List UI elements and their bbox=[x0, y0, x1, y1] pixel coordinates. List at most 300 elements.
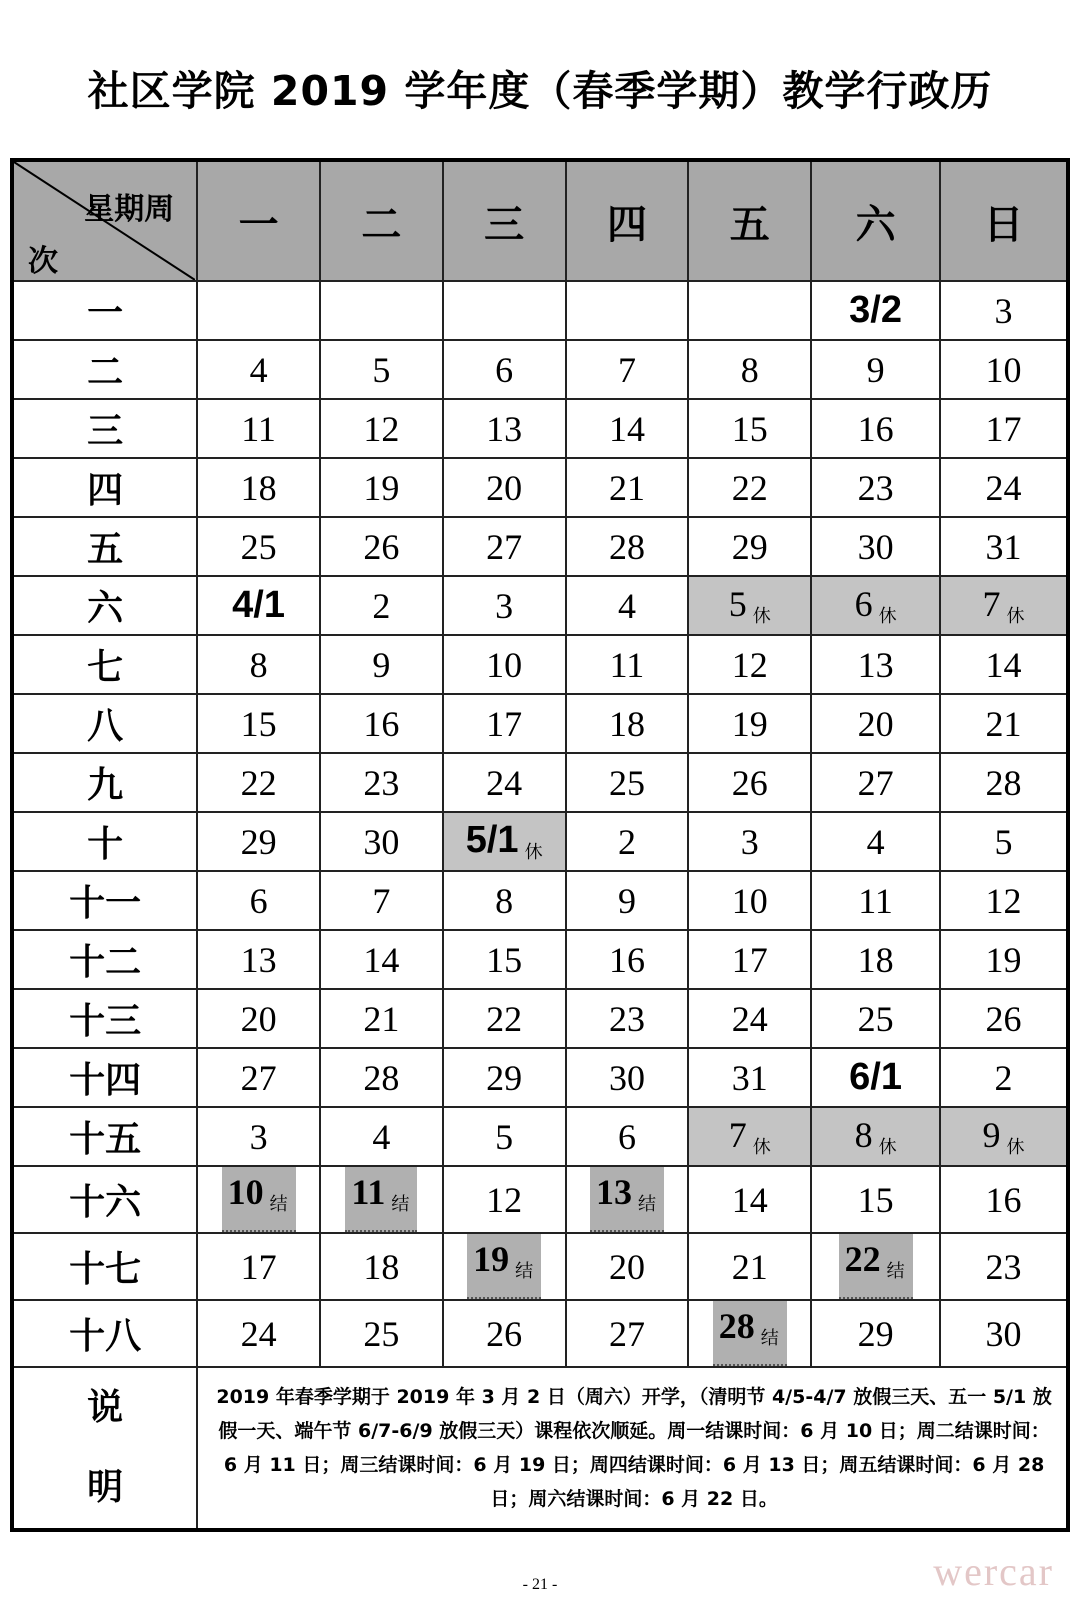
day-cell bbox=[443, 1300, 566, 1367]
day-cell bbox=[940, 517, 1068, 576]
day-number: 5 bbox=[372, 349, 391, 390]
day-number: 7 bbox=[728, 1115, 747, 1155]
day-number: 4 bbox=[249, 349, 268, 390]
day-cell bbox=[197, 753, 320, 812]
week-number: 十六 bbox=[12, 1166, 197, 1233]
day-cell-holiday bbox=[811, 576, 940, 635]
day-number: 29 bbox=[486, 1057, 523, 1098]
header-day-tue: 二 bbox=[320, 160, 443, 281]
header-day-wed: 三 bbox=[443, 160, 566, 281]
day-number: 10 bbox=[227, 1172, 264, 1212]
day-cell-course-end bbox=[443, 1233, 566, 1300]
day-cell bbox=[940, 340, 1068, 399]
day-cell bbox=[688, 517, 811, 576]
day-cell bbox=[566, 458, 689, 517]
day-cell bbox=[197, 989, 320, 1048]
holiday-mark: 休 bbox=[752, 1137, 771, 1158]
day-cell bbox=[811, 1166, 940, 1233]
day-cell bbox=[197, 517, 320, 576]
holiday-mark: 休 bbox=[1006, 1137, 1025, 1158]
day-cell bbox=[940, 1048, 1068, 1107]
day-number: 26 bbox=[486, 1313, 523, 1354]
day-number: 30 bbox=[608, 1057, 645, 1098]
day-cell bbox=[940, 753, 1068, 812]
day-number: 23 bbox=[985, 1246, 1022, 1287]
week-row bbox=[12, 1048, 1068, 1107]
day-number: 8 bbox=[740, 349, 759, 390]
day-cell bbox=[811, 281, 940, 340]
day-number: 15 bbox=[731, 408, 768, 449]
day-number: 4 bbox=[866, 821, 885, 862]
week-row bbox=[12, 1233, 1068, 1300]
day-number: 4 bbox=[617, 585, 636, 626]
week-number: 八 bbox=[12, 694, 197, 753]
week-row bbox=[12, 753, 1068, 812]
day-number: 8 bbox=[249, 644, 268, 685]
day-cell bbox=[443, 753, 566, 812]
day-number: 3 bbox=[249, 1116, 268, 1157]
day-cell bbox=[320, 989, 443, 1048]
day-cell bbox=[811, 694, 940, 753]
end-mark: 结 bbox=[886, 1261, 905, 1282]
header-day-sat: 六 bbox=[811, 160, 940, 281]
day-cell bbox=[688, 1166, 811, 1233]
day-cell bbox=[197, 399, 320, 458]
day-number: 13 bbox=[240, 939, 277, 980]
day-number: 15 bbox=[240, 703, 277, 744]
day-number: 2 bbox=[994, 1057, 1013, 1098]
day-cell bbox=[940, 1166, 1068, 1233]
day-number: 27 bbox=[486, 526, 523, 567]
day-number: 14 bbox=[363, 939, 400, 980]
day-number: 20 bbox=[608, 1246, 645, 1287]
day-cell bbox=[566, 989, 689, 1048]
day-cell bbox=[197, 930, 320, 989]
day-number: 23 bbox=[363, 762, 400, 803]
day-cell bbox=[940, 694, 1068, 753]
day-cell bbox=[688, 989, 811, 1048]
header-day-sun: 日 bbox=[940, 160, 1068, 281]
day-number: 6 bbox=[495, 349, 514, 390]
day-number: 4 bbox=[372, 1116, 391, 1157]
day-cell bbox=[940, 812, 1068, 871]
day-number: 17 bbox=[240, 1246, 277, 1287]
course-end-marker bbox=[467, 1234, 541, 1299]
day-number: 16 bbox=[608, 939, 645, 980]
day-cell bbox=[688, 694, 811, 753]
day-cell-course-end bbox=[688, 1300, 811, 1367]
day-number: 7 bbox=[982, 584, 1001, 624]
week-row bbox=[12, 989, 1068, 1048]
day-cell bbox=[566, 576, 689, 635]
day-cell bbox=[940, 399, 1068, 458]
day-cell bbox=[320, 517, 443, 576]
day-number: 21 bbox=[985, 703, 1022, 744]
day-cell bbox=[940, 989, 1068, 1048]
week-number: 四 bbox=[12, 458, 197, 517]
day-number: 21 bbox=[608, 467, 645, 508]
day-cell bbox=[940, 1233, 1068, 1300]
day-number: 2 bbox=[617, 821, 636, 862]
holiday-mark: 休 bbox=[1006, 606, 1025, 627]
day-number: 25 bbox=[240, 526, 277, 567]
day-cell bbox=[197, 812, 320, 871]
day-number: 30 bbox=[363, 821, 400, 862]
holiday-mark: 休 bbox=[524, 842, 543, 863]
day-cell bbox=[443, 694, 566, 753]
day-cell bbox=[443, 576, 566, 635]
day-number: 17 bbox=[985, 408, 1022, 449]
day-number: 10 bbox=[731, 880, 768, 921]
day-number: 9 bbox=[372, 644, 391, 685]
week-number: 五 bbox=[12, 517, 197, 576]
day-cell bbox=[197, 1048, 320, 1107]
day-number: 18 bbox=[608, 703, 645, 744]
day-number: 10 bbox=[486, 644, 523, 685]
day-number: 28 bbox=[985, 762, 1022, 803]
end-mark: 结 bbox=[637, 1194, 656, 1215]
holiday-mark: 休 bbox=[878, 1137, 897, 1158]
corner-cell bbox=[12, 160, 197, 281]
week-row bbox=[12, 635, 1068, 694]
watermark: wercar bbox=[933, 1549, 1054, 1594]
week-row bbox=[12, 930, 1068, 989]
day-cell-course-end bbox=[566, 1166, 689, 1233]
day-cell bbox=[811, 517, 940, 576]
course-end-marker bbox=[590, 1167, 664, 1232]
day-cell bbox=[940, 458, 1068, 517]
day-cell bbox=[443, 458, 566, 517]
day-cell bbox=[688, 1048, 811, 1107]
day-cell bbox=[566, 753, 689, 812]
week-number: 十八 bbox=[12, 1300, 197, 1367]
day-number: 14 bbox=[608, 408, 645, 449]
day-number: 25 bbox=[857, 998, 894, 1039]
day-number: 3 bbox=[495, 585, 514, 626]
day-number: 9 bbox=[982, 1115, 1001, 1155]
day-number: 26 bbox=[363, 526, 400, 567]
day-cell bbox=[566, 1233, 689, 1300]
day-number: 6 bbox=[249, 880, 268, 921]
header-day-fri: 五 bbox=[688, 160, 811, 281]
day-cell bbox=[688, 753, 811, 812]
day-number: 12 bbox=[731, 644, 768, 685]
day-number: 16 bbox=[857, 408, 894, 449]
day-cell bbox=[320, 753, 443, 812]
week-row bbox=[12, 871, 1068, 930]
day-number: 23 bbox=[857, 467, 894, 508]
week-number: 七 bbox=[12, 635, 197, 694]
day-cell bbox=[320, 694, 443, 753]
day-number: 8 bbox=[495, 880, 514, 921]
end-mark: 结 bbox=[269, 1194, 288, 1215]
header-row bbox=[12, 160, 1068, 281]
day-number: 9 bbox=[617, 880, 636, 921]
day-cell bbox=[811, 1048, 940, 1107]
day-number: 2 bbox=[372, 585, 391, 626]
day-cell bbox=[443, 517, 566, 576]
day-cell-course-end bbox=[197, 1166, 320, 1233]
day-cell bbox=[688, 1233, 811, 1300]
day-number: 31 bbox=[731, 1057, 768, 1098]
day-cell bbox=[566, 1048, 689, 1107]
day-number: 29 bbox=[731, 526, 768, 567]
day-cell bbox=[688, 281, 811, 340]
day-cell bbox=[566, 812, 689, 871]
corner-bottom-label: 次 bbox=[28, 244, 58, 279]
day-number: 4/1 bbox=[232, 584, 285, 626]
day-cell bbox=[811, 458, 940, 517]
day-number: 6/1 bbox=[849, 1056, 902, 1098]
day-cell bbox=[940, 930, 1068, 989]
day-number: 3 bbox=[994, 290, 1013, 331]
day-cell bbox=[197, 281, 320, 340]
day-number: 19 bbox=[985, 939, 1022, 980]
day-cell bbox=[811, 340, 940, 399]
day-cell bbox=[320, 635, 443, 694]
day-cell-holiday bbox=[940, 576, 1068, 635]
day-cell bbox=[811, 812, 940, 871]
day-cell bbox=[940, 635, 1068, 694]
day-number: 24 bbox=[240, 1313, 277, 1354]
day-cell bbox=[566, 340, 689, 399]
day-number: 3 bbox=[740, 821, 759, 862]
day-number: 24 bbox=[731, 998, 768, 1039]
day-cell bbox=[940, 281, 1068, 340]
end-mark: 结 bbox=[391, 1194, 410, 1215]
day-cell bbox=[443, 989, 566, 1048]
day-cell bbox=[197, 871, 320, 930]
week-row bbox=[12, 576, 1068, 635]
day-number: 28 bbox=[718, 1306, 755, 1346]
day-cell bbox=[197, 1300, 320, 1367]
day-cell bbox=[197, 694, 320, 753]
day-cell bbox=[443, 281, 566, 340]
page-number: - 21 - bbox=[522, 1576, 558, 1593]
week-row bbox=[12, 1107, 1068, 1166]
day-number: 7 bbox=[617, 349, 636, 390]
day-number: 26 bbox=[731, 762, 768, 803]
day-number: 29 bbox=[240, 821, 277, 862]
day-number: 28 bbox=[608, 526, 645, 567]
header-day-mon: 一 bbox=[197, 160, 320, 281]
day-number: 17 bbox=[731, 939, 768, 980]
day-number: 18 bbox=[857, 939, 894, 980]
week-number: 十四 bbox=[12, 1048, 197, 1107]
day-number: 30 bbox=[985, 1313, 1022, 1354]
day-cell bbox=[566, 517, 689, 576]
day-number: 19 bbox=[731, 703, 768, 744]
course-end-marker bbox=[713, 1301, 787, 1366]
day-cell bbox=[320, 458, 443, 517]
day-number: 9 bbox=[866, 349, 885, 390]
day-cell bbox=[566, 871, 689, 930]
day-cell bbox=[566, 635, 689, 694]
course-end-marker bbox=[222, 1167, 296, 1232]
day-number: 10 bbox=[985, 349, 1022, 390]
day-number: 14 bbox=[731, 1179, 768, 1220]
day-cell bbox=[688, 458, 811, 517]
day-number: 31 bbox=[985, 526, 1022, 567]
holiday-mark: 休 bbox=[878, 606, 897, 627]
day-number: 15 bbox=[486, 939, 523, 980]
day-cell bbox=[197, 1107, 320, 1166]
day-cell bbox=[443, 1048, 566, 1107]
day-number: 22 bbox=[844, 1239, 881, 1279]
day-cell bbox=[566, 694, 689, 753]
calendar-table bbox=[10, 158, 1070, 1532]
week-row bbox=[12, 1166, 1068, 1233]
notes-row bbox=[12, 1367, 1068, 1530]
week-row bbox=[12, 1300, 1068, 1367]
day-number: 27 bbox=[608, 1313, 645, 1354]
day-cell bbox=[566, 1300, 689, 1367]
day-cell bbox=[566, 1107, 689, 1166]
day-cell bbox=[940, 871, 1068, 930]
day-cell-course-end bbox=[811, 1233, 940, 1300]
week-number: 二 bbox=[12, 340, 197, 399]
day-number: 7 bbox=[372, 880, 391, 921]
course-end-marker bbox=[345, 1167, 417, 1232]
day-number: 8 bbox=[854, 1115, 873, 1155]
day-number: 27 bbox=[240, 1057, 277, 1098]
day-cell bbox=[320, 930, 443, 989]
day-cell bbox=[320, 576, 443, 635]
day-number: 22 bbox=[240, 762, 277, 803]
day-number: 11 bbox=[609, 644, 645, 685]
day-cell bbox=[566, 930, 689, 989]
week-number: 六 bbox=[12, 576, 197, 635]
day-cell bbox=[811, 399, 940, 458]
day-cell bbox=[443, 399, 566, 458]
day-number: 23 bbox=[608, 998, 645, 1039]
day-number: 13 bbox=[486, 408, 523, 449]
day-cell-holiday bbox=[940, 1107, 1068, 1166]
day-cell bbox=[443, 635, 566, 694]
day-number: 19 bbox=[473, 1239, 510, 1279]
notes-label-1: 说 bbox=[87, 1387, 124, 1428]
day-cell bbox=[320, 1048, 443, 1107]
holiday-mark: 休 bbox=[752, 606, 771, 627]
day-cell bbox=[811, 635, 940, 694]
day-number: 24 bbox=[985, 467, 1022, 508]
week-number: 十 bbox=[12, 812, 197, 871]
day-number: 26 bbox=[985, 998, 1022, 1039]
day-number: 12 bbox=[486, 1179, 523, 1220]
day-cell bbox=[320, 1107, 443, 1166]
day-number: 11 bbox=[858, 880, 893, 921]
day-number: 20 bbox=[486, 467, 523, 508]
day-cell bbox=[197, 340, 320, 399]
day-number: 22 bbox=[486, 998, 523, 1039]
day-number: 15 bbox=[857, 1179, 894, 1220]
day-cell bbox=[811, 930, 940, 989]
end-mark: 结 bbox=[515, 1261, 534, 1282]
week-row bbox=[12, 340, 1068, 399]
day-number: 5 bbox=[728, 584, 747, 624]
notes-text: 2019 年春季学期于 2019 年 3 月 2 日（周六）开学，（清明节 4/5-4/7 放假三天、五一 5/1 放假一天、端午节 6/7-6/9 放假三天）课程依次顺延。周一结课时间：6 月 10 日；周二结课时间：6 月 11 日；周三结课时间：6 月 19 日；周四结课时间：6 月 13 日；周五结课时间：6 月 28 日；周六结课时间：6 月 22 日。 bbox=[197, 1367, 1068, 1530]
day-cell bbox=[320, 281, 443, 340]
day-number: 18 bbox=[363, 1246, 400, 1287]
day-cell bbox=[443, 340, 566, 399]
day-number: 25 bbox=[363, 1313, 400, 1354]
notes-label-cell bbox=[12, 1367, 197, 1530]
week-row bbox=[12, 399, 1068, 458]
day-number: 12 bbox=[985, 880, 1022, 921]
day-number: 6 bbox=[854, 584, 873, 624]
day-cell bbox=[320, 1300, 443, 1367]
day-cell bbox=[443, 871, 566, 930]
day-cell bbox=[443, 1166, 566, 1233]
page-title: 社区学院 2019 学年度（春季学期）教学行政历 bbox=[87, 67, 993, 115]
day-cell bbox=[811, 871, 940, 930]
day-cell-course-end bbox=[320, 1166, 443, 1233]
day-cell bbox=[320, 871, 443, 930]
day-cell bbox=[688, 871, 811, 930]
day-number: 18 bbox=[240, 467, 277, 508]
day-cell bbox=[566, 399, 689, 458]
day-cell-holiday bbox=[811, 1107, 940, 1166]
day-cell bbox=[443, 1107, 566, 1166]
day-number: 27 bbox=[857, 762, 894, 803]
day-number: 29 bbox=[857, 1313, 894, 1354]
day-cell bbox=[197, 458, 320, 517]
week-number: 十七 bbox=[12, 1233, 197, 1300]
day-cell bbox=[320, 340, 443, 399]
day-cell bbox=[940, 1300, 1068, 1367]
day-number: 28 bbox=[363, 1057, 400, 1098]
day-number: 21 bbox=[731, 1246, 768, 1287]
day-cell bbox=[688, 399, 811, 458]
week-row bbox=[12, 812, 1068, 871]
day-cell bbox=[320, 812, 443, 871]
end-mark: 结 bbox=[760, 1328, 779, 1349]
day-number: 20 bbox=[240, 998, 277, 1039]
week-row bbox=[12, 458, 1068, 517]
day-number: 24 bbox=[486, 762, 523, 803]
week-number: 十三 bbox=[12, 989, 197, 1048]
day-cell bbox=[320, 399, 443, 458]
week-number: 一 bbox=[12, 281, 197, 340]
course-end-marker bbox=[839, 1234, 913, 1299]
day-cell bbox=[197, 1233, 320, 1300]
day-number: 16 bbox=[985, 1179, 1022, 1220]
day-cell bbox=[688, 340, 811, 399]
day-cell bbox=[197, 635, 320, 694]
day-number: 5 bbox=[994, 821, 1013, 862]
day-cell bbox=[197, 576, 320, 635]
day-number: 13 bbox=[595, 1172, 632, 1212]
header-day-thu: 四 bbox=[566, 160, 689, 281]
week-number: 九 bbox=[12, 753, 197, 812]
day-number: 11 bbox=[241, 408, 276, 449]
day-number: 11 bbox=[351, 1172, 386, 1212]
week-row bbox=[12, 694, 1068, 753]
day-number: 21 bbox=[363, 998, 400, 1039]
day-number: 30 bbox=[857, 526, 894, 567]
day-cell bbox=[443, 930, 566, 989]
corner-top-label: 星期周 bbox=[84, 192, 175, 227]
week-row bbox=[12, 281, 1068, 340]
day-cell bbox=[811, 1300, 940, 1367]
day-number: 3/2 bbox=[849, 289, 902, 331]
notes-label-2: 明 bbox=[87, 1467, 124, 1508]
day-number: 14 bbox=[985, 644, 1022, 685]
day-cell-holiday bbox=[443, 812, 566, 871]
day-cell bbox=[688, 635, 811, 694]
day-cell-holiday bbox=[688, 1107, 811, 1166]
day-cell bbox=[811, 753, 940, 812]
